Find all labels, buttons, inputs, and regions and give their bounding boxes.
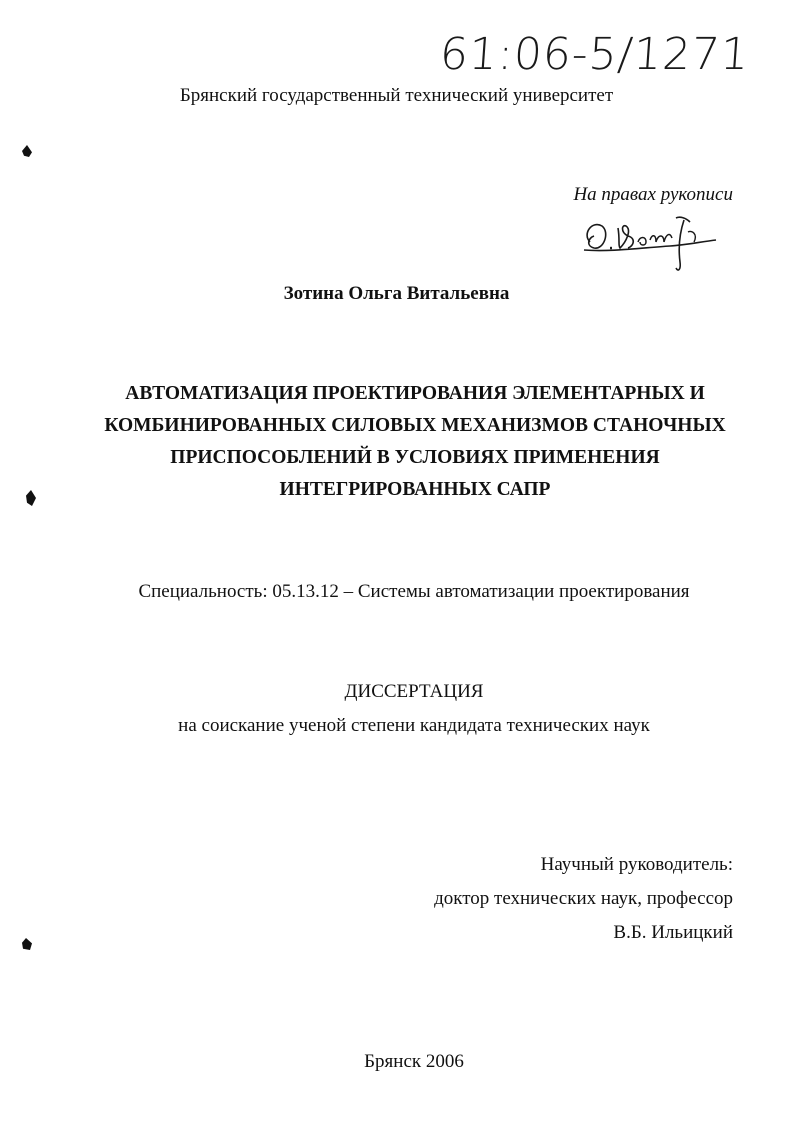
degree-line: на соискание ученой степени кандидата технических наук <box>178 715 650 736</box>
scan-mark <box>22 938 32 950</box>
author-signature <box>580 212 720 274</box>
title-line: ИНТЕГРИРОВАННЫХ САПР <box>279 479 551 500</box>
scan-mark <box>22 145 32 157</box>
title-line: АВТОМАТИЗАЦИЯ ПРОЕКТИРОВАНИЯ ЭЛЕМЕНТАРНЫХ И <box>125 383 705 404</box>
advisor-label: Научный руководитель: <box>540 854 733 875</box>
scan-mark <box>26 490 36 506</box>
title-line: КОМБИНИРОВАННЫХ СИЛОВЫХ МЕХАНИЗМОВ СТАНОЧНЫХ <box>104 415 726 436</box>
advisor-block <box>434 848 733 950</box>
author-name: Зотина Ольга Витальевна <box>283 283 510 304</box>
university-name: Брянский государственный технический университет <box>179 85 614 106</box>
specialty-line: Специальность: 05.13.12 – Системы автоматизации проектирования <box>138 581 690 602</box>
title-line: ПРИСПОСОБЛЕНИЙ В УСЛОВИЯХ ПРИМЕНЕНИЯ <box>170 447 660 468</box>
city-year: Брянск 2006 <box>364 1051 464 1072</box>
document-type: ДИССЕРТАЦИЯ <box>344 681 484 702</box>
archive-code: 61:06-5/1271 <box>438 29 752 80</box>
advisor-rank: доктор технических наук, профессор <box>434 888 733 909</box>
dissertation-title <box>90 378 740 506</box>
manuscript-note: На правах рукописи <box>573 184 733 205</box>
advisor-name: В.Б. Ильицкий <box>613 922 733 943</box>
